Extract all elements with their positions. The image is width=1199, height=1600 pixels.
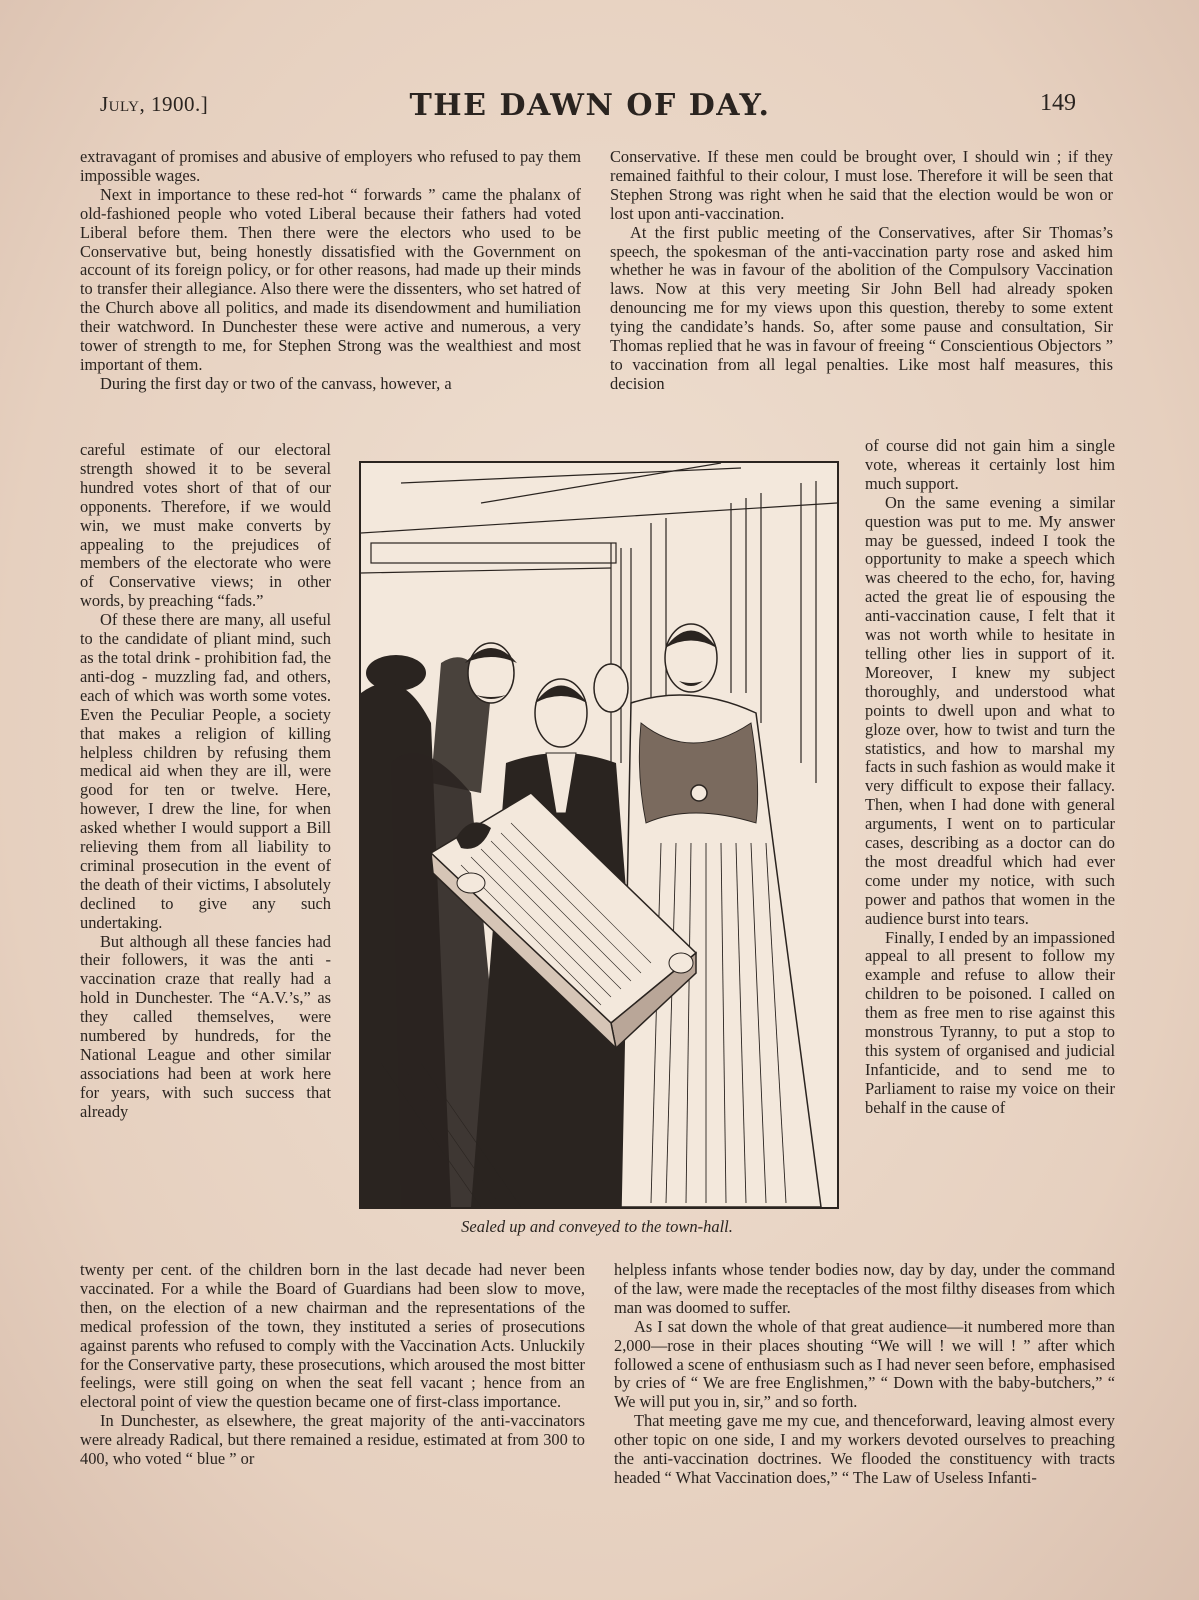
paragraph: extravagant of promises and abusive of employers who refused to pay them impossible wages. [80,147,581,185]
paragraph: Conservative. If these men could be brought over, I should win ; if they remained faithful to their colour, I must lose. Therefore it will be seen that Stephen Strong was right when he said that the election would be won or lost upon anti-vaccination. [610,147,1113,223]
paragraph: Of these there are many, all useful to the candidate of pliant mind, such as the total drink - prohibition fad, the anti-dog - muzzling fad, and others, each of which was worth some votes. Even the Peculiar People, a society that makes a religion of killing helpless children by refusing them medical aid when they are ill, were good for ten or twelve. Here, however, I drew the line, for when asked whether I would support a Bill relieving them from all liability to criminal prosecution in the event of the death of their victims, I absolutely declined to give any such undertaking. [80,610,331,932]
paragraph: helpless infants whose tender bodies now, day by day, under the command of the law, were made the receptacles of the most filthy diseases from which man was doomed to suffer. [614,1260,1115,1317]
left-column-bottom-text [80,1261,585,1469]
left-column-top-text [80,148,581,394]
paragraph: Finally, I ended by an impassioned appeal to all present to follow my example and refuse to allow their children to be poisoned. I called on them as free men to rise against this monstrous Tyranny, to put a stop to this system of organised and judicial Infanticide, and to send me to Parliament to raise my voice on their behalf in the cause of [865,927,1115,1117]
paragraph: But although all these fancies had their followers, it was the anti - vaccination craze that really had a hold in Dunchester. The “A.V.’s,” as they called themselves, were numbered by hundreds, for the National League and other similar associations had been at work here for years, with such success that already [80,931,331,1121]
paragraph: During the first day or two of the canvass, however, a [100,373,452,393]
left-narrow-column-text [80,441,331,1122]
paragraph: Next in importance to these red-hot “ forwards ” came the phalanx of old-fashioned people who voted Liberal because their fathers had voted Liberal before them. Then there were the electors who used to be Conservative but, being honestly dissatisfied with the Government on account of its foreign policy, or for other reasons, had made up their minds to transfer their allegiance. Also there were the dissenters, who set hatred of the Church above all politics, and made its disendowment and humiliation their watchword. In Dunchester these were active and numerous, a very tower of strength to me, for Stephen Strong was the wealthiest and most important of them. [80,184,581,374]
paragraph: twenty per cent. of the children born in the last decade had never been vaccinated. For a while the Board of Guardians had been slow to move, then, on the election of a new chairman and the representations of the medical profession of the town, they instituted a series of prosecutions against parents who refused to comply with the Vaccination Acts. Unluckily for the Conservative party, these prosecutions, which aroused the most bitter feelings, were still going on when the seat fell vacant ; hence from an electoral point of view the question became one of first-class importance. [80,1260,585,1412]
paragraph: At the first public meeting of the Conservatives, after Sir Thomas’s speech, the spokesman of the anti-vaccination party rose and asked him whether he was in favour of the abolition of the Compulsory Vaccination laws. Now at this very meeting Sir John Bell had already spoken denouncing me for my views upon this question, thereby to some extent tying the candidate’s hands. So, after some pause and consultation, Sir Thomas replied that he was in favour of freeing “ Conscientious Objectors ” to vaccination from all legal penalties. Like most half measures, this decision [610,222,1113,393]
paragraph: careful estimate of our electoral strength showed it to be several hundred votes short of that of our opponents. Therefore, if we would win, we must make converts by appealing to the prejudices of members of the electorate who were of Conservative views; in other words, by preaching “fads.” [80,440,331,611]
right-column-top-text [610,148,1113,394]
page-header [100,88,1080,128]
paragraph: In Dunchester, as elsewhere, the great majority of the anti-vaccinators were already Radical, but there remained a residue, estimated at from 300 to 400, who voted “ blue ” or [80,1411,585,1469]
issue-date: July, 1900.] [100,92,209,116]
paragraph: of course did not gain him a single vote, whereas it certainly lost him much support. [865,436,1115,493]
paragraph: On the same evening a similar question was put to me. My answer may be guessed, indeed I took the opportunity to make a speech which was cheered to the echo, for, having acted the great lie of espousing the anti-vaccination cause, I felt that it was not worth while to hesitate in telling other lies in support of it. Moreover, I knew my subject thoroughly, and understood what points to dwell upon and what to gloze over, how to twist and turn the statistics, and how to marshal my facts in such fashion as would make it very difficult to expose their fallacy. Then, when I had done with general arguments, I went on to particular cases, describing as a doctor can do the most dreadful which had ever come under my notice, with such power and pathos that women in the audience burst into tears. [865,492,1115,928]
illustration-drawing [361,463,837,1207]
right-narrow-column-text [865,437,1115,1118]
magazine-title: THE DAWN OF DAY. [409,88,771,123]
paragraph: That meeting gave me my cue, and thenceforward, leaving almost every other topic on one side, I and my workers devoted ourselves to preaching the anti-vaccination doctrines. We flooded the constituency with tracts headed “ What Vaccination does,” “ The Law of Useless Infanti- [614,1411,1115,1487]
right-column-bottom-text [614,1261,1115,1488]
page-number: 149 [1040,90,1076,116]
engraving-illustration [359,461,839,1209]
illustration-caption: Sealed up and conveyed to the town-hall. [461,1217,733,1236]
paragraph: As I sat down the whole of that great audience—it numbered more than 2,000—rose in their places shouting “We will ! we will ! ” after which followed a scene of enthusiasm such as I had never seen before, emphasised by cries of “ We are free Englishmen,” “ Down with the baby-butchers,” “ We will put you in, sir,” and so forth. [614,1316,1115,1412]
